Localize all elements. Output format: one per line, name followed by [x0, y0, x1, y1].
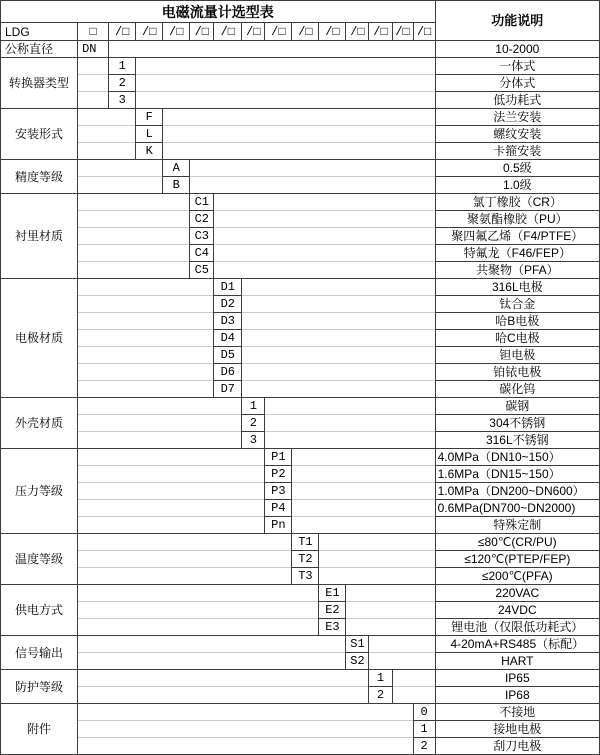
description-cell: 碳化钨 — [435, 381, 599, 398]
code-cell: C1 — [190, 194, 214, 211]
description-cell: 聚氨酯橡胶（PU） — [435, 211, 599, 228]
code-cell: P2 — [265, 466, 292, 483]
filler-cell — [265, 432, 435, 449]
filler-cell — [78, 109, 136, 126]
code-cell: Pn — [265, 517, 292, 534]
filler-cell — [78, 262, 190, 279]
code-cell: E3 — [319, 619, 346, 636]
code-cell: 2 — [242, 415, 265, 432]
code-cell: 3 — [109, 92, 136, 109]
filler-cell — [78, 636, 346, 653]
filler-cell — [109, 41, 435, 58]
filler-cell — [214, 228, 435, 245]
filler-cell — [163, 126, 435, 143]
filler-cell — [78, 653, 346, 670]
filler-cell — [242, 381, 435, 398]
model-slot-box: /□ — [242, 23, 265, 41]
model-slot-box: /□ — [109, 23, 136, 41]
model-slot-box: /□ — [392, 23, 413, 41]
model-slot-box: /□ — [369, 23, 392, 41]
filler-cell — [78, 75, 109, 92]
filler-cell — [78, 58, 109, 75]
category-label: 衬里材质 — [1, 194, 78, 279]
filler-cell — [392, 687, 435, 704]
filler-cell — [242, 347, 435, 364]
code-cell: E1 — [319, 585, 346, 602]
description-cell: 特氟龙（F46/FEP） — [435, 245, 599, 262]
description-cell: 0.5级 — [435, 160, 599, 177]
category-label: 电极材质 — [1, 279, 78, 398]
filler-cell — [214, 211, 435, 228]
description-cell: 1.6MPa（DN15~150） — [435, 466, 599, 483]
model-slot-box: /□ — [413, 23, 435, 41]
page-title: 电磁流量计选型表 — [1, 1, 436, 23]
code-cell: C4 — [190, 245, 214, 262]
filler-cell — [78, 466, 265, 483]
filler-cell — [242, 364, 435, 381]
code-cell: A — [163, 160, 190, 177]
description-cell: 钽电极 — [435, 347, 599, 364]
filler-cell — [78, 313, 214, 330]
category-label: 防护等级 — [1, 670, 78, 704]
code-cell: P4 — [265, 500, 292, 517]
filler-cell — [78, 670, 369, 687]
function-column-header: 功能说明 — [435, 1, 599, 41]
code-cell: S1 — [346, 636, 369, 653]
filler-cell — [78, 296, 214, 313]
filler-cell — [319, 568, 435, 585]
filler-cell — [78, 687, 369, 704]
description-cell: 聚四氟乙烯（F4/PTFE） — [435, 228, 599, 245]
description-cell: 一体式 — [435, 58, 599, 75]
filler-cell — [242, 279, 435, 296]
code-cell: 1 — [242, 398, 265, 415]
code-cell: K — [136, 143, 163, 160]
code-cell: 2 — [109, 75, 136, 92]
description-cell: 316L电极 — [435, 279, 599, 296]
code-cell: D6 — [214, 364, 242, 381]
code-cell: E2 — [319, 602, 346, 619]
filler-cell — [346, 602, 435, 619]
code-cell: D1 — [214, 279, 242, 296]
category-label: 安装形式 — [1, 109, 78, 160]
filler-cell — [78, 92, 109, 109]
code-cell: 3 — [242, 432, 265, 449]
filler-cell — [265, 415, 435, 432]
model-slot-box: /□ — [214, 23, 242, 41]
filler-cell — [78, 143, 136, 160]
filler-cell — [242, 296, 435, 313]
filler-cell — [319, 551, 435, 568]
description-cell: 1.0级 — [435, 177, 599, 194]
model-slot-box: /□ — [265, 23, 292, 41]
category-label: 外壳材质 — [1, 398, 78, 449]
description-cell: ≤80℃(CR/PU) — [435, 534, 599, 551]
filler-cell — [190, 177, 435, 194]
model-code-box: □ — [78, 23, 109, 41]
description-cell: HART — [435, 653, 599, 670]
filler-cell — [242, 313, 435, 330]
code-cell: T2 — [292, 551, 319, 568]
filler-cell — [78, 551, 292, 568]
filler-cell — [369, 653, 435, 670]
category-label: 温度等级 — [1, 534, 78, 585]
filler-cell — [163, 143, 435, 160]
category-label: 供电方式 — [1, 585, 78, 636]
filler-cell — [78, 398, 242, 415]
code-cell: T1 — [292, 534, 319, 551]
filler-cell — [78, 721, 413, 738]
category-label: 转换器类型 — [1, 58, 78, 109]
filler-cell — [214, 245, 435, 262]
filler-cell — [214, 194, 435, 211]
code-cell: 2 — [413, 738, 435, 755]
code-cell: DN — [78, 41, 109, 58]
model-slot-box: /□ — [346, 23, 369, 41]
filler-cell — [78, 534, 292, 551]
filler-cell — [292, 483, 435, 500]
code-cell: C5 — [190, 262, 214, 279]
filler-cell — [292, 449, 435, 466]
filler-cell — [78, 330, 214, 347]
code-cell: C3 — [190, 228, 214, 245]
model-slot-box: /□ — [190, 23, 214, 41]
filler-cell — [78, 364, 214, 381]
code-cell: 1 — [109, 58, 136, 75]
filler-cell — [78, 228, 190, 245]
description-cell: 分体式 — [435, 75, 599, 92]
filler-cell — [392, 670, 435, 687]
description-cell: 0.6MPa(DN700~DN2000) — [435, 500, 599, 517]
code-cell: D3 — [214, 313, 242, 330]
description-cell: 4-20mA+RS485（标配） — [435, 636, 599, 653]
description-cell: 24VDC — [435, 602, 599, 619]
code-cell: D4 — [214, 330, 242, 347]
filler-cell — [78, 602, 319, 619]
filler-cell — [292, 466, 435, 483]
description-cell: 氯丁橡胶（CR） — [435, 194, 599, 211]
filler-cell — [78, 177, 163, 194]
filler-cell — [78, 279, 214, 296]
filler-cell — [369, 636, 435, 653]
filler-cell — [319, 534, 435, 551]
model-slot-box: /□ — [136, 23, 163, 41]
filler-cell — [78, 500, 265, 517]
filler-cell — [78, 704, 413, 721]
code-cell: P1 — [265, 449, 292, 466]
filler-cell — [346, 619, 435, 636]
description-cell: 1.0MPa（DN200~DN600） — [435, 483, 599, 500]
model-slot-box: /□ — [319, 23, 346, 41]
filler-cell — [78, 126, 136, 143]
model-slot-box: /□ — [292, 23, 319, 41]
filler-cell — [163, 109, 435, 126]
code-cell: C2 — [190, 211, 214, 228]
category-label: 精度等级 — [1, 160, 78, 194]
code-cell: B — [163, 177, 190, 194]
code-cell: T3 — [292, 568, 319, 585]
filler-cell — [346, 585, 435, 602]
description-cell: 220VAC — [435, 585, 599, 602]
category-label: 信号输出 — [1, 636, 78, 670]
description-cell: 特殊定制 — [435, 517, 599, 534]
filler-cell — [265, 398, 435, 415]
description-cell: 304不锈钢 — [435, 415, 599, 432]
filler-cell — [78, 619, 319, 636]
code-cell: 2 — [369, 687, 392, 704]
description-cell: 哈C电极 — [435, 330, 599, 347]
filler-cell — [78, 585, 319, 602]
filler-cell — [136, 75, 435, 92]
filler-cell — [78, 194, 190, 211]
filler-cell — [242, 330, 435, 347]
description-cell: 锂电池（仅限低功耗式） — [435, 619, 599, 636]
code-cell: D5 — [214, 347, 242, 364]
filler-cell — [136, 92, 435, 109]
description-cell: 螺纹安装 — [435, 126, 599, 143]
code-cell: P3 — [265, 483, 292, 500]
filler-cell — [78, 568, 292, 585]
description-cell: IP65 — [435, 670, 599, 687]
description-cell: 316L不锈钢 — [435, 432, 599, 449]
category-label: 压力等级 — [1, 449, 78, 534]
description-cell: 碳钢 — [435, 398, 599, 415]
code-cell: S2 — [346, 653, 369, 670]
filler-cell — [214, 262, 435, 279]
filler-cell — [78, 211, 190, 228]
code-cell: 1 — [369, 670, 392, 687]
code-cell: D2 — [214, 296, 242, 313]
filler-cell — [78, 432, 242, 449]
category-label: 附件 — [1, 704, 78, 755]
description-cell: ≤120℃(PTEP/FEP) — [435, 551, 599, 568]
filler-cell — [78, 347, 214, 364]
description-cell: 共聚物（PFA） — [435, 262, 599, 279]
filler-cell — [78, 483, 265, 500]
filler-cell — [78, 517, 265, 534]
description-cell: 哈B电极 — [435, 313, 599, 330]
filler-cell — [78, 415, 242, 432]
model-prefix: LDG — [1, 23, 78, 41]
code-cell: L — [136, 126, 163, 143]
description-cell: 10-2000 — [435, 41, 599, 58]
filler-cell — [78, 449, 265, 466]
filler-cell — [78, 160, 163, 177]
description-cell: 4.0MPa（DN10~150） — [435, 449, 599, 466]
description-cell: 铂铱电极 — [435, 364, 599, 381]
code-cell: F — [136, 109, 163, 126]
description-cell: 接地电极 — [435, 721, 599, 738]
filler-cell — [136, 58, 435, 75]
description-cell: 低功耗式 — [435, 92, 599, 109]
description-cell: ≤200℃(PFA) — [435, 568, 599, 585]
category-label: 公称直径 — [1, 41, 78, 58]
description-cell: 刮刀电极 — [435, 738, 599, 755]
description-cell: 钛合金 — [435, 296, 599, 313]
filler-cell — [78, 738, 413, 755]
filler-cell — [190, 160, 435, 177]
code-cell: 1 — [413, 721, 435, 738]
filler-cell — [292, 517, 435, 534]
filler-cell — [78, 381, 214, 398]
filler-cell — [78, 245, 190, 262]
code-cell: 0 — [413, 704, 435, 721]
description-cell: 法兰安装 — [435, 109, 599, 126]
description-cell: 不接地 — [435, 704, 599, 721]
description-cell: IP68 — [435, 687, 599, 704]
filler-cell — [292, 500, 435, 517]
code-cell: D7 — [214, 381, 242, 398]
model-slot-box: /□ — [163, 23, 190, 41]
description-cell: 卡箍安装 — [435, 143, 599, 160]
